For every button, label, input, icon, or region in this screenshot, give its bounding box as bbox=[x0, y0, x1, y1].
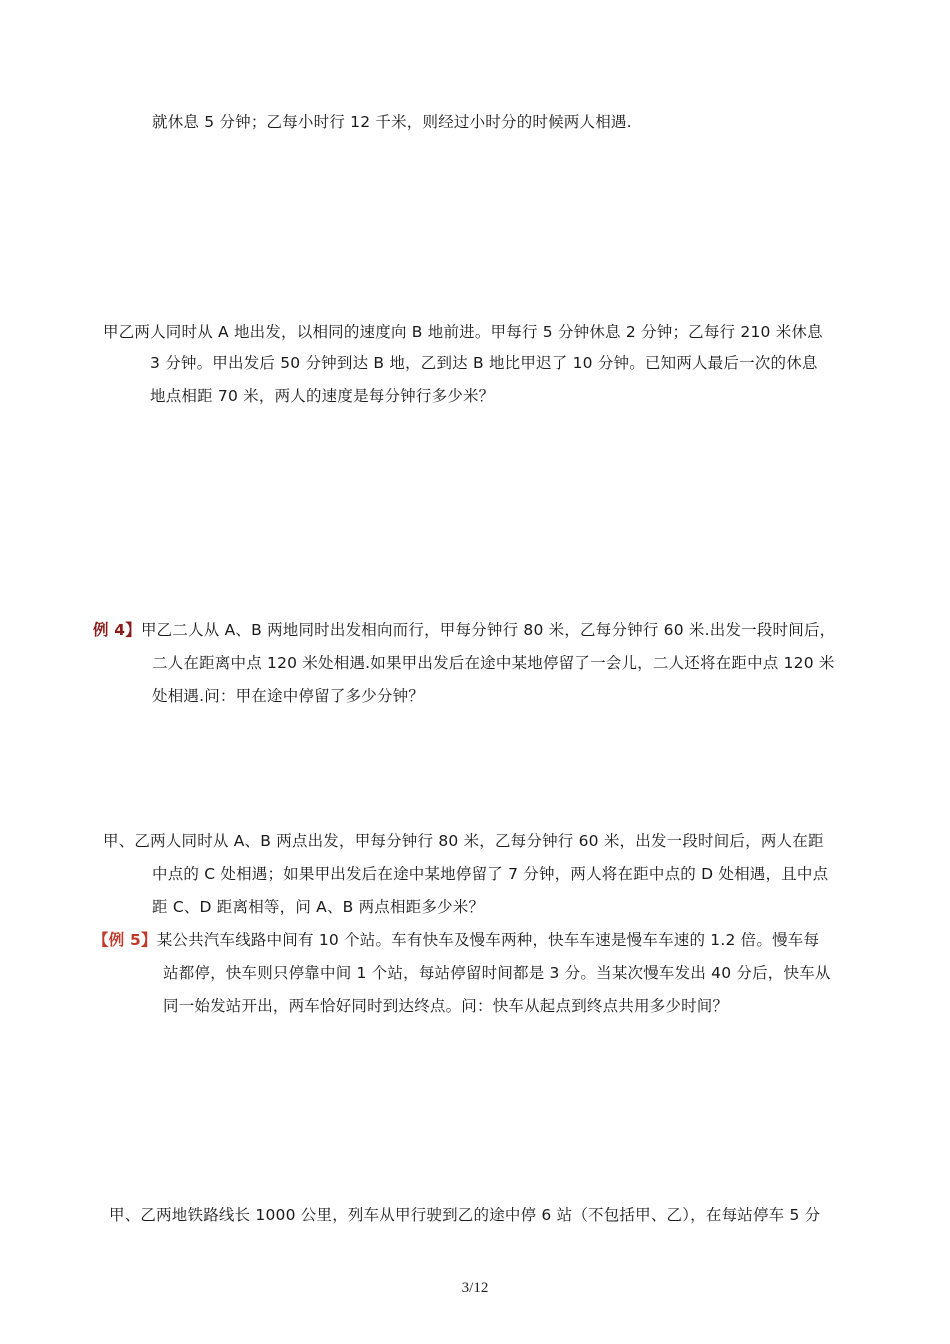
problem-b-line-3: 距 C、D 距离相等，问 A、B 两点相距多少米？ bbox=[152, 898, 485, 916]
page-number: 3/12 bbox=[461, 1280, 489, 1296]
example-4-line-1 bbox=[93, 620, 835, 640]
example-4-line-3: 处相遇.问：甲在途中停留了多少分钟？ bbox=[152, 687, 425, 705]
example-5-line-1 bbox=[93, 930, 819, 950]
problem-a-line-1: 甲乙两人同时从 A 地出发，以相同的速度向 B 地前进。甲每行 5 分钟休息 2 分钟；乙每行 210 米休息 bbox=[103, 323, 823, 341]
problem-a-line-3: 地点相距 70 米，两人的速度是每分钟行多少米？ bbox=[150, 387, 495, 405]
problem-a-line-2: 3 分钟。甲出发后 50 分钟到达 B 地，乙到达 B 地比甲迟了 10 分钟。已知两人最后一次的休息 bbox=[150, 354, 818, 372]
example-5-line-2: 站都停，快车则只停靠中间 1 个站，每站停留时间都是 3 分。当某次慢车发出 40 分后，快车从 bbox=[163, 964, 831, 982]
example-5-line-3: 同一始发站开出，两车恰好同时到达终点。问：快车从起点到终点共用多少时间？ bbox=[163, 997, 729, 1015]
problem-c-line-1: 甲、乙两地铁路线长 1000 公里，列车从甲行驶到乙的途中停 6 站（不包括甲、乙），在每站停车 5 分 bbox=[109, 1206, 821, 1224]
example-4-line-2: 二人在距离中点 120 米处相遇.如果甲出发后在途中某地停留了一会儿，二人还将在距中点 120 米 bbox=[152, 654, 835, 672]
problem-b-line-2: 中点的 C 处相遇；如果甲出发后在途中某地停留了 7 分钟，两人将在距中点的 D 处相遇，且中点 bbox=[152, 865, 829, 883]
example-5-tag: 【例 5】 bbox=[93, 931, 157, 949]
example-4-text-1: 甲乙二人从 A、B 两地同时出发相向而行，甲每分钟行 80 米，乙每分钟行 60 米.出发一段时间后， bbox=[140, 621, 836, 639]
problem-b-line-1: 甲、乙两人同时从 A、B 两点出发，甲每分钟行 80 米，乙每分钟行 60 米，出发一段时间后，两人在距 bbox=[103, 832, 824, 850]
example-4-tag: 例 4】 bbox=[93, 621, 141, 639]
intro-line-1: 就休息 5 分钟；乙每小时行 12 千米，则经过小时分的时候两人相遇. bbox=[152, 113, 632, 131]
example-5-text-1: 某公共汽车线路中间有 10 个站。车有快车及慢车两种，快车车速是慢车车速的 1.2 倍。慢车每 bbox=[156, 931, 820, 949]
